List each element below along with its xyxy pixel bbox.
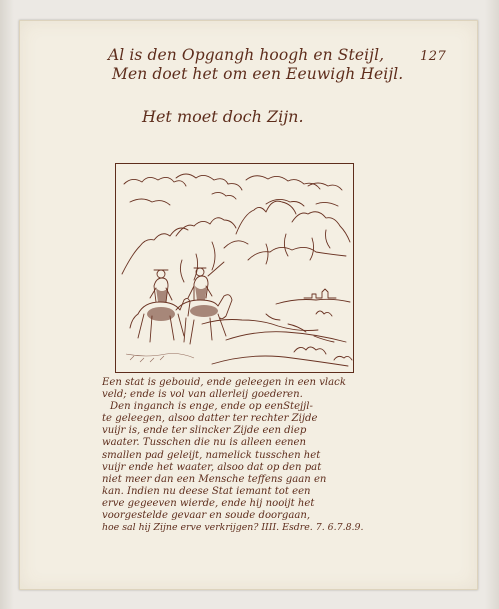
illustration-two-riders-mountain [115,163,354,373]
verse-line: erve gegeeven wierde, ende hij nooijt het [102,497,315,509]
verse-line: vuijr ende het waater, alsoo dat op den pat [102,461,322,473]
verse-line-citation: hoe sal hij Zijne erve verkrijgen? IIII. Esdre. 7. 6.7.8.9. [102,522,364,534]
verse-line: te geleegen, alsoo datter ter rechter Zijde [102,413,318,425]
verse-line: kan. Indien nu deese Stat iemant tot een [102,485,311,497]
manuscript-page [19,20,478,590]
verse-line: vuijr is, ende ter slincker Zijde een diep [102,425,307,437]
title-line-1: Al is den Opgangh hoogh en Steijl, [108,46,385,64]
verse-line: waater. Tusschen die nu is alleen eenen [102,437,307,449]
motto: Het moet doch Zijn. [142,107,304,126]
page-number: 127 [420,49,447,64]
landscape-drawing [116,164,353,372]
verse-line: voorgestelde gevaar en soude doorgaan, [102,510,311,522]
verse-line: veld; ende is vol van allerleij goederen. [102,389,303,401]
verse-text [102,377,402,534]
verse-line: niet meer dan een Mensche teffens gaan en [102,473,327,485]
verse-line: Den inganch is enge, ende op eenStejjl- [110,401,313,413]
title-line-2: Men doet het om een Eeuwigh Heijl. [112,65,404,83]
verse-line: smallen pad geleijt, namelick tusschen het [102,449,321,461]
verse-line: Een stat is gebouid, ende geleegen in een vlack [102,377,346,388]
